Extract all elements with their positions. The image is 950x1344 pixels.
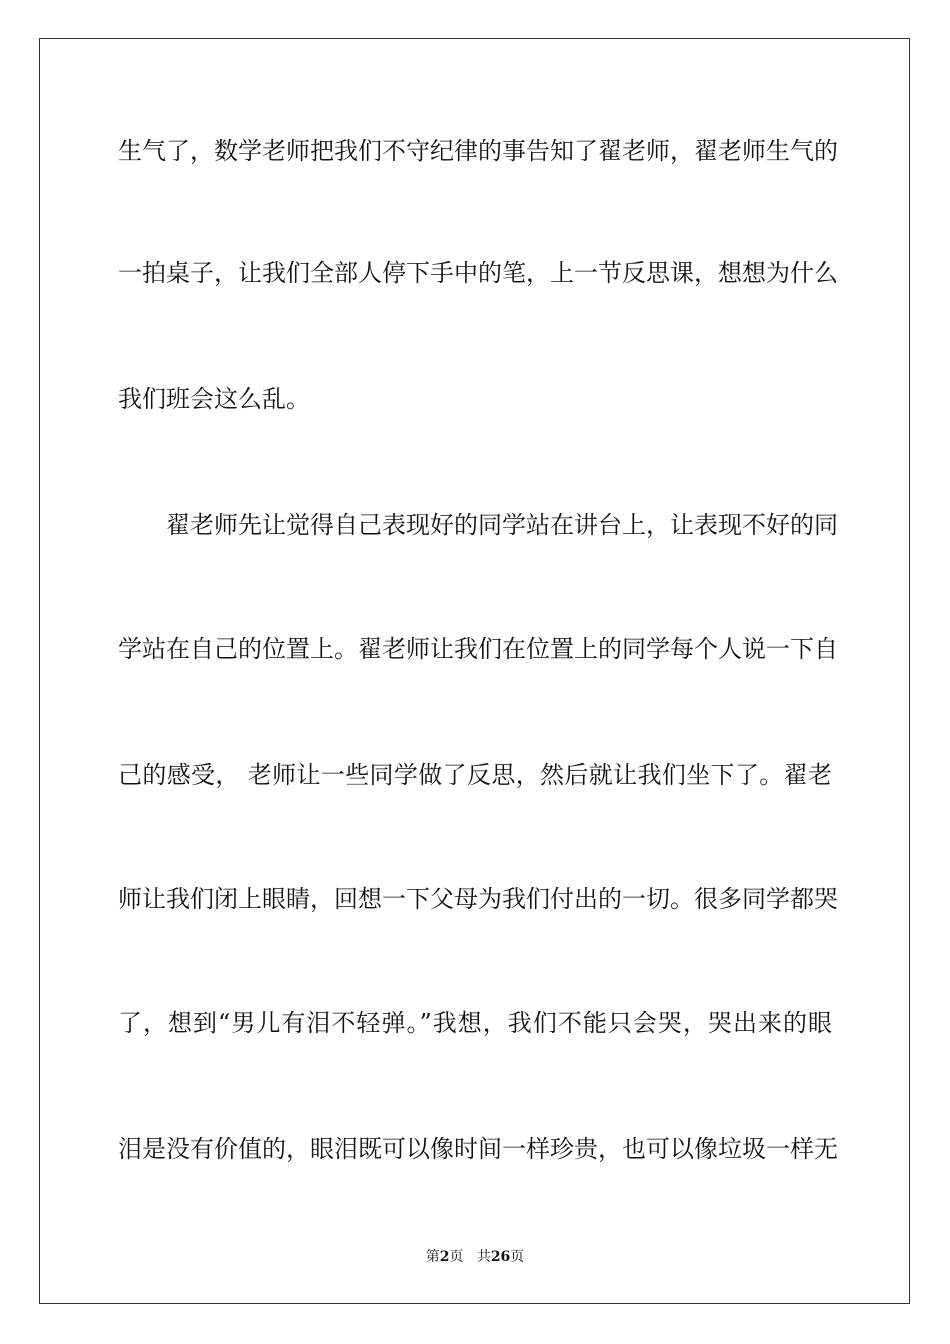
- paragraph-line: 了，想到“男儿有泪不轻弹。”我想，我们不能只会哭，哭出来的眼: [118, 1009, 832, 1037]
- total-suffix: 页: [510, 1249, 525, 1265]
- paragraph-line: 翟老师先让觉得自己表现好的同学站在讲台上，让表现不好的同: [166, 511, 838, 539]
- current-page-number: 2: [439, 1249, 450, 1265]
- total-page-number: 26: [490, 1249, 511, 1265]
- paragraph-line: 己的感受， 老师让一些同学做了反思，然后就让我们坐下了。翟老: [118, 761, 832, 789]
- paragraph-line: 学站在自己的位置上。翟老师让我们在位置上的同学每个人说一下自: [118, 635, 838, 663]
- paragraph-line: 一拍桌子，让我们全部人停下手中的笔，上一节反思课，想想为什么: [118, 259, 838, 287]
- total-prefix: 共: [476, 1249, 491, 1265]
- paragraph-line: 泪是没有价值的，眼泪既可以像时间一样珍贵，也可以像垃圾一样无: [118, 1135, 838, 1163]
- page-prefix: 第: [425, 1249, 440, 1265]
- page-suffix: 页: [449, 1249, 464, 1265]
- paragraph-line: 我们班会这么乱。: [118, 385, 310, 413]
- page-footer: [0, 1248, 950, 1266]
- paragraph-line: 师让我们闭上眼睛，回想一下父母为我们付出的一切。很多同学都哭: [118, 885, 838, 913]
- paragraph-line: 生气了，数学老师把我们不守纪律的事告知了翟老师，翟老师生气的: [118, 137, 838, 165]
- page-border: [39, 38, 910, 1304]
